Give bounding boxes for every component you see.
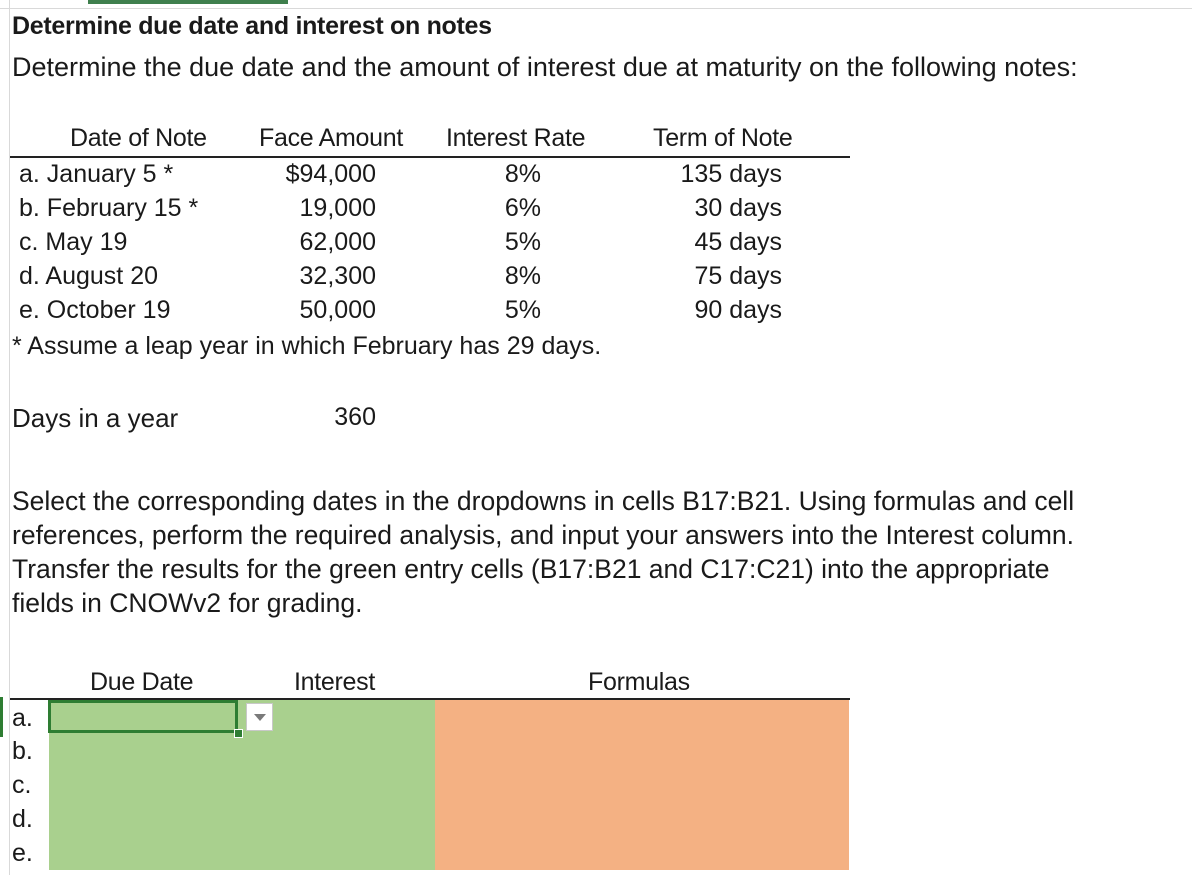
answer-row-label-b: b. [12,737,33,765]
note-face-c[interactable]: 62,000 [299,228,376,256]
paragraph-line: Transfer the results for the green entry cells (B17:B21 and C17:C21) into the appropriate [12,554,1050,584]
due-date-cell-a[interactable] [48,700,238,733]
note-term-a[interactable]: 135 days [680,160,782,188]
answer-row-label-a: a. [12,704,33,732]
paragraph-line: fields in CNOWv2 for grading. [12,588,363,618]
active-row-indicator [0,697,8,737]
note-rate-e[interactable]: 5% [504,296,541,324]
note-date-c[interactable]: c. May 19 [19,228,128,256]
note-face-b[interactable]: 19,000 [299,194,376,222]
note-date-e[interactable]: e. October 19 [19,296,171,324]
instructions-paragraph [12,484,1190,620]
header-date-of-note: Date of Note [70,124,207,152]
dropdown-button[interactable] [246,703,273,731]
note-date-b[interactable]: b. February 15 * [19,194,199,222]
note-term-e[interactable]: 90 days [694,296,782,324]
fill-handle[interactable] [234,729,243,738]
answer-row-label-d: d. [12,805,33,833]
answer-row-label-c: c. [12,771,32,799]
header-interest: Interest [294,668,375,696]
note-face-d[interactable]: 32,300 [299,262,376,290]
note-face-a[interactable]: $94,000 [285,160,376,188]
column-selection-indicator [88,0,288,4]
note-rate-d[interactable]: 8% [504,262,541,290]
paragraph-line: references, perform the required analysis, and input your answers into the Interest column. [12,520,1075,550]
formulas-area[interactable] [435,700,849,870]
days-in-year-label: Days in a year [12,403,179,433]
note-rate-b[interactable]: 6% [504,194,541,222]
note-term-b[interactable]: 30 days [694,194,782,222]
note-term-d[interactable]: 75 days [694,262,782,290]
header-term-of-note: Term of Note [653,124,793,152]
days-in-year-value[interactable]: 360 [334,403,376,431]
header-due-date: Due Date [90,668,194,696]
answer-row-label-e: e. [12,839,33,867]
header-face-amount: Face Amount [259,124,404,152]
note-rate-c[interactable]: 5% [504,228,541,256]
page-title: Determine due date and interest on notes [12,12,492,40]
note-date-d[interactable]: d. August 20 [19,262,159,290]
sheet-left-gridline [9,0,10,875]
header-formulas: Formulas [588,668,690,696]
paragraph-line: Select the corresponding dates in the dropdowns in cells B17:B21. Using formulas and cell [12,486,1075,516]
note-date-a[interactable]: a. January 5 * [19,160,174,188]
note-face-e[interactable]: 50,000 [299,296,376,324]
note-term-c[interactable]: 45 days [694,228,782,256]
header-interest-rate: Interest Rate [446,124,586,152]
chevron-down-icon [254,714,266,721]
instruction-text: Determine the due date and the amount of interest due at maturity on the following notes: [12,52,1078,82]
note-rate-a[interactable]: 8% [504,160,541,188]
leap-year-footnote: * Assume a leap year in which February has 29 days. [12,332,602,360]
